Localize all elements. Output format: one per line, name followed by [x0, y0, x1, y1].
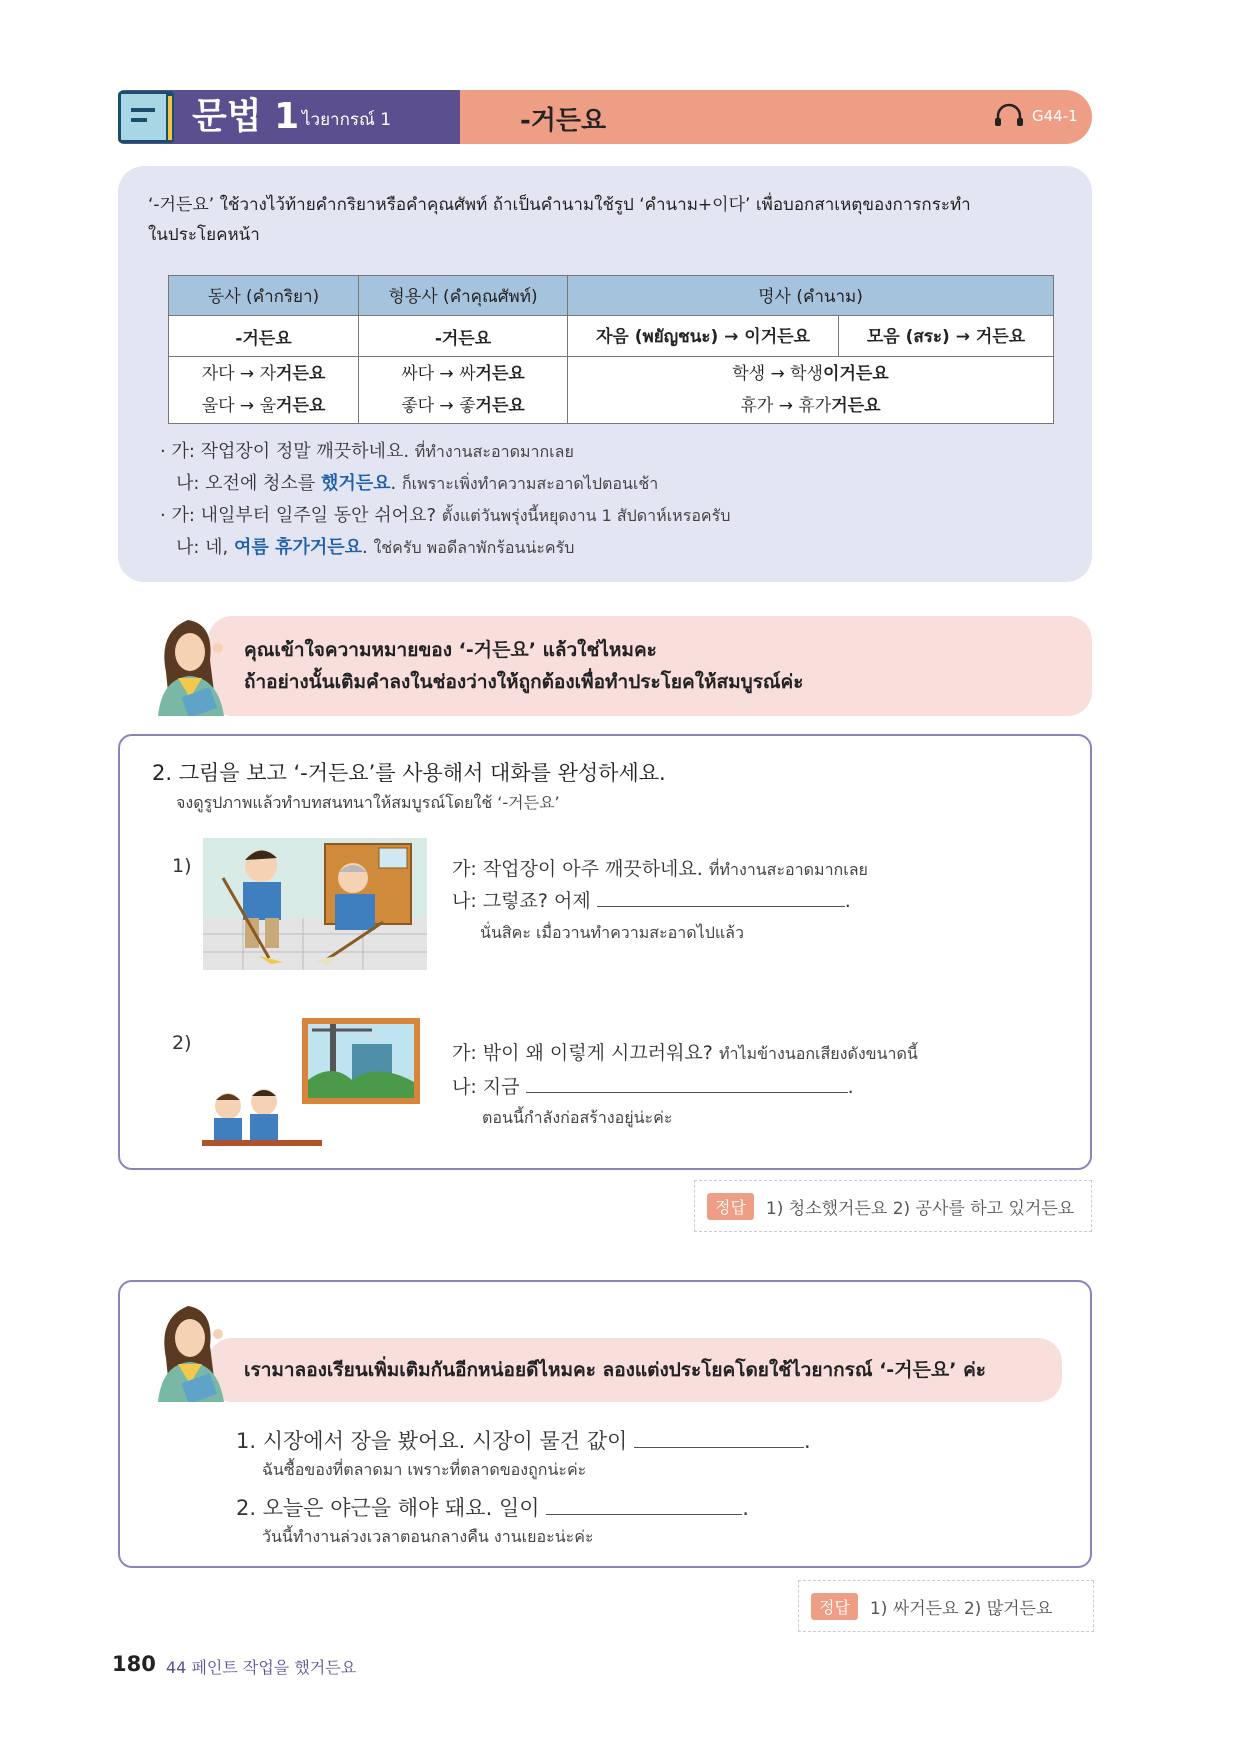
- example-thai: ตั้งแต่วันพรุ่งนี้หยุดงาน 1 สัปดาห์เหรอครับ: [441, 506, 731, 525]
- example-word: 싸다 → 싸: [401, 364, 476, 384]
- answer-text: 1) 청소했거든요 2) 공사를 하고 있거든요: [765, 1198, 1075, 1219]
- section-title: 문법 1: [192, 96, 300, 137]
- explanation-line: ในประโยคหน้า: [148, 225, 260, 245]
- example-word: 좋다 → 좋: [401, 396, 476, 416]
- practice-item: [236, 1492, 749, 1522]
- example-line: [160, 532, 1080, 564]
- ending: 거든요: [276, 364, 326, 384]
- table-cell: [169, 357, 359, 424]
- table-cell: -거든요: [359, 316, 568, 357]
- construction-noise-illustration: [202, 1018, 420, 1150]
- ending: 거든요: [276, 396, 326, 416]
- item-number: 1): [172, 855, 192, 877]
- dialogue-thai: ตอนนี้กำลังก่อสร้างอยู่น่ะค่ะ: [482, 1108, 673, 1127]
- table-cell: 모음 (สระ) → 거든요: [839, 316, 1054, 357]
- section-subtitle: ไวยากรณ์ 1: [302, 110, 392, 130]
- example-korean: 가: 내일부터 일주일 동안 쉬어요?: [171, 505, 437, 526]
- dialogue-thai: ที่ทำงานสะอาดมากเลย: [708, 860, 868, 879]
- pencil-icon: [166, 94, 174, 142]
- answer-blank[interactable]: [634, 1429, 804, 1448]
- practice-thai: วันนี้ทำงานล่วงเวลาตอนกลางคืน งานเยอะน่ะค่ะ: [262, 1527, 594, 1546]
- table-cell: [568, 357, 1054, 424]
- explanation-line: ‘-거든요’ ใช้วางไว้ท้ายคำกริยาหรือคำคุณศัพท์ ถ้าเป็นคำนามใช้รูป ‘คำนาม+이다’ เพื่อบอกสาเหตุของการกระทำ: [148, 195, 971, 215]
- table-cell: [359, 357, 568, 424]
- answer-text: 1) 싸거든요 2) 많거든요: [869, 1598, 1053, 1619]
- bubble-text: เรามาลองเรียนเพิ่มเติมกันอีกหน่อยดีไหมคะ ลองแต่งประโยคโดยใช้ไวยากรณ์ ‘-거든요’ ค่ะ: [244, 1359, 987, 1381]
- answer-blank[interactable]: [546, 1496, 742, 1515]
- ending: 거든요: [831, 396, 881, 416]
- answer-key-box: [798, 1580, 1094, 1632]
- practice-korean: 2. 오늘은 야근을 해야 돼요. 일이: [236, 1496, 540, 1520]
- highlight-text: 했거든요: [320, 473, 391, 494]
- audio-track-code[interactable]: G44-1: [1032, 107, 1078, 125]
- dialogue-line: [452, 886, 851, 913]
- chapter-title: 44 페인트 작업을 했거든요: [166, 1658, 357, 1677]
- highlight-text: 여름 휴가거든요: [234, 537, 362, 558]
- practice-korean: 1. 시장에서 장을 봤어요. 시장이 물건 값이: [236, 1429, 628, 1453]
- dialogue-korean: 나: 지금: [452, 1076, 520, 1098]
- punctuation: .: [844, 890, 851, 912]
- dialogue-thai: นั่นสิคะ เมื่อวานทำความสะอาดไปแล้ว: [480, 923, 744, 942]
- punctuation: .: [390, 473, 397, 494]
- punctuation: .: [742, 1496, 749, 1520]
- answer-key-box: [694, 1180, 1092, 1232]
- example-dialogues: [160, 436, 1080, 564]
- practice-item: [236, 1425, 811, 1455]
- ending: 이거든요: [823, 364, 889, 384]
- dialogue-line: [452, 854, 868, 883]
- dialogue-korean: 가: 밖이 왜 이렇게 시끄러워요?: [452, 1042, 713, 1064]
- page-number: 180: [112, 1652, 156, 1676]
- example-korean: 가: 작업장이 정말 깨끗하네요.: [171, 441, 410, 462]
- grammar-pattern: -거든요: [520, 106, 607, 136]
- table-header: 형용사 (คำคุณศัพท์): [359, 276, 568, 316]
- ending: 거든요: [475, 396, 525, 416]
- example-thai: ใช่ครับ พอดีลาพักร้อนน่ะครับ: [373, 538, 575, 557]
- example-line: [160, 468, 1080, 500]
- punctuation: .: [847, 1076, 854, 1098]
- bubble-line: คุณเข้าใจความหมายของ ‘-거든요’ แล้วใช่ไหมคะ: [244, 639, 657, 661]
- teacher-illustration: [148, 1298, 234, 1402]
- bubble-text: [244, 634, 803, 698]
- conjugation-table: [168, 275, 1054, 424]
- table-header: 동사 (คำกริยา): [169, 276, 359, 316]
- table-cell: -거든요: [169, 316, 359, 357]
- bubble-line: ถ้าอย่างนั้นเติมคำลงในช่องว่างให้ถูกต้องเพื่อทำประโยคให้สมบูรณ์ค่ะ: [244, 671, 804, 693]
- answer-tag: 정답: [811, 1593, 858, 1620]
- example-word: 휴가 → 휴가: [740, 396, 832, 416]
- dialogue-korean: 나: 그렇죠? 어제: [452, 890, 591, 912]
- explanation-text: [148, 190, 1068, 250]
- example-word: 학생 → 학생: [732, 364, 824, 384]
- example-word: 자다 → 자: [201, 364, 277, 384]
- ending: 거든요: [475, 364, 525, 384]
- answer-blank[interactable]: [526, 1074, 848, 1093]
- teacher-illustration: [148, 612, 234, 716]
- dialogue-korean: 가: 작업장이 아주 깨끗하네요.: [452, 858, 703, 880]
- answer-tag: 정답: [707, 1193, 754, 1220]
- exercise-subtitle: จงดูรูปภาพแล้วทำบทสนทนาให้สมบูรณ์โดยใช้ ‘-거든요’: [176, 793, 560, 812]
- headphone-icon[interactable]: [994, 103, 1024, 127]
- table-cell: 자음 (พยัญชนะ) → 이거든요: [568, 316, 839, 357]
- dialogue-line: [452, 1072, 854, 1099]
- punctuation: .: [362, 537, 368, 558]
- exercise-title: 2. 그림을 보고 ‘-거든요’를 사용해서 대화를 완성하세요.: [152, 761, 666, 785]
- cleaning-workers-illustration: [203, 838, 427, 970]
- example-line: · 가: 내일부터 일주일 동안 쉬어요? ตั้งแต่วันพรุ่งนี้หยุดงาน 1 สัปดาห์เหรอครับ: [160, 505, 731, 526]
- example-line: · 가: 작업장이 정말 깨끗하네요. ที่ทำงานสะอาดมากเลย: [160, 441, 574, 462]
- example-korean: 나: 네,: [176, 537, 235, 558]
- dialogue-line: [452, 1038, 918, 1067]
- dialogue-thai: ทำไมข้างนอกเสียงดังขนาดนี้: [718, 1044, 918, 1063]
- table-header: 명사 (คำนาม): [568, 276, 1054, 316]
- punctuation: .: [804, 1429, 811, 1453]
- example-word: 울다 → 울: [201, 396, 277, 416]
- example-thai: ก็เพราะเพิ่งทำความสะอาดไปตอนเช้า: [401, 474, 659, 493]
- example-thai: ที่ทำงานสะอาดมากเลย: [414, 442, 574, 461]
- answer-blank[interactable]: [597, 888, 845, 907]
- practice-thai: ฉันซื้อของที่ตลาดมา เพราะที่ตลาดของถูกน่ะค่ะ: [262, 1460, 587, 1479]
- item-number: 2): [172, 1032, 192, 1054]
- example-korean: 나: 오전에 청소를: [176, 473, 321, 494]
